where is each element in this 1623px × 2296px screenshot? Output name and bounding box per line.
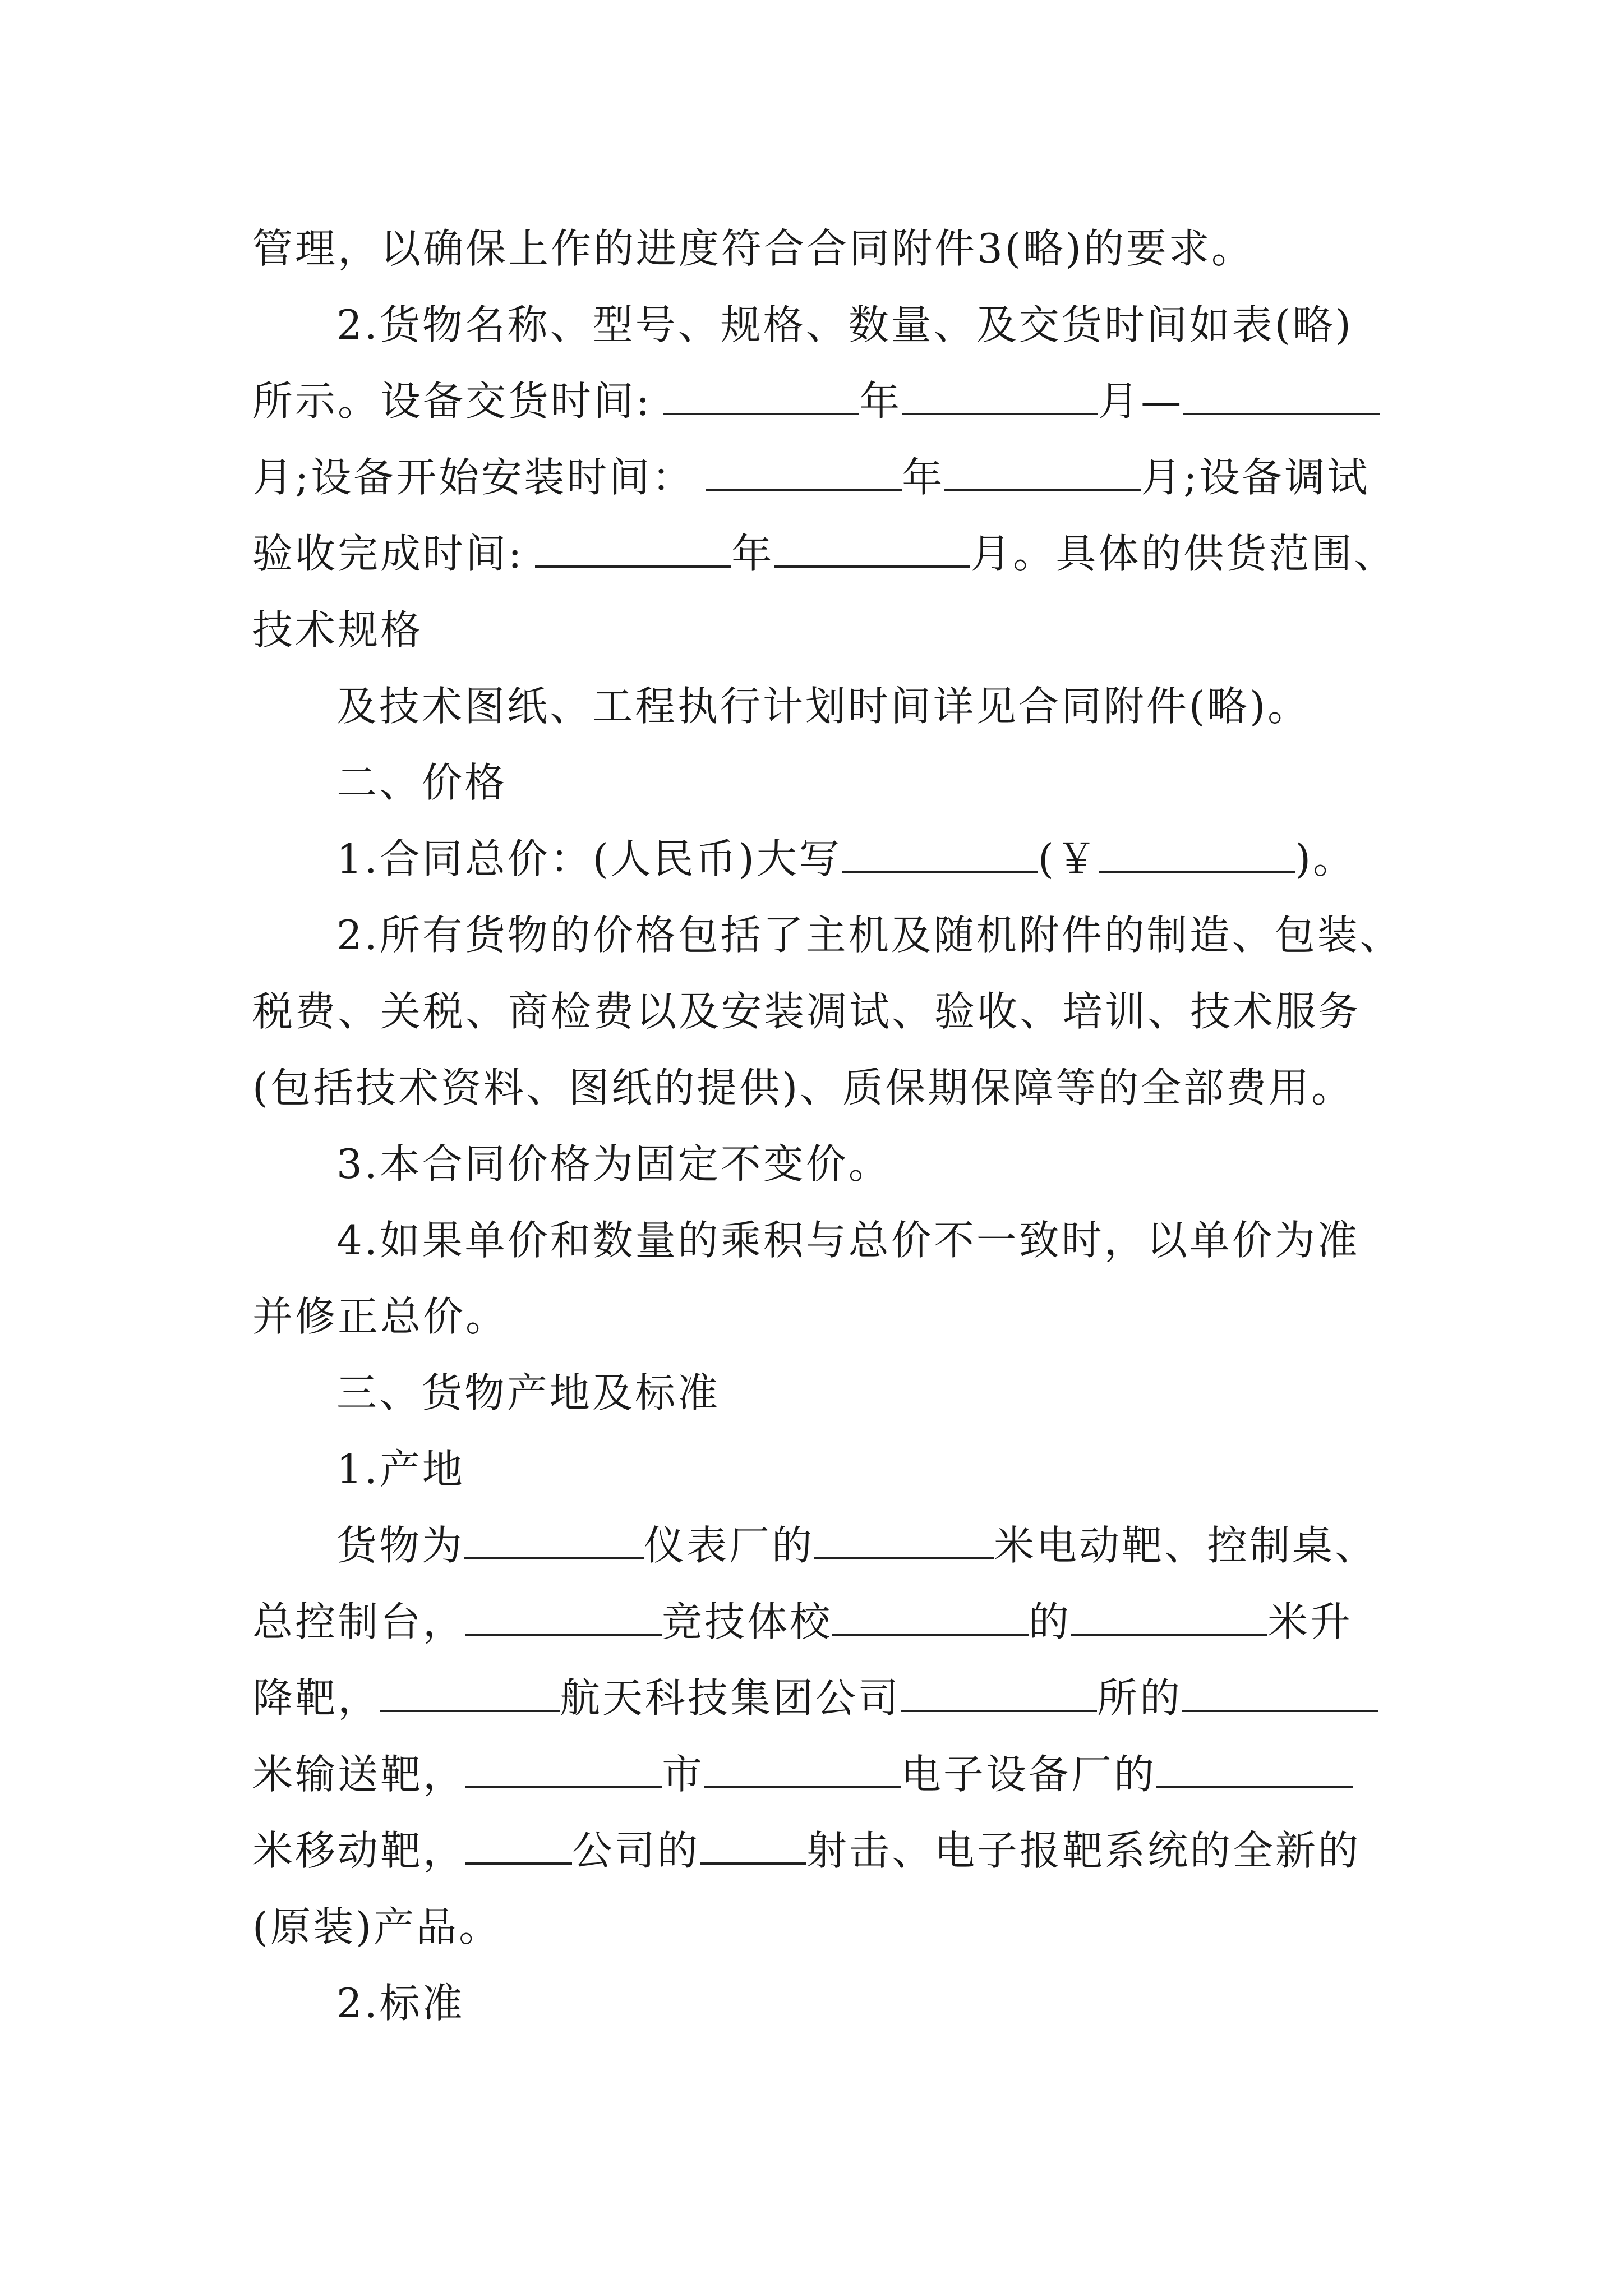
- fill-blank[interactable]: [464, 1521, 644, 1559]
- text-span: )。: [1294, 835, 1356, 882]
- paragraph-line: [252, 363, 1402, 439]
- paragraph-line: [252, 973, 1402, 1050]
- text-span: 货物为: [336, 1522, 465, 1569]
- text-span: 所示。设备交货时间:: [252, 378, 652, 425]
- text-span: 3.本合同价格为固定不变价。: [336, 1140, 891, 1188]
- text-span: 所的: [1097, 1674, 1183, 1722]
- text-span: 仪表厂的: [644, 1522, 815, 1569]
- fill-blank[interactable]: [902, 377, 1098, 415]
- text-span: 航天科技集团公司: [560, 1674, 901, 1722]
- fill-blank[interactable]: [465, 1750, 662, 1788]
- paragraph-line: [252, 287, 1402, 363]
- text-span: 及技术图纸、工程执行计划时间详见合同附件(略)。: [336, 683, 1311, 730]
- text-span: 的: [1029, 1598, 1072, 1645]
- text-span: (￥: [1038, 835, 1099, 882]
- text-span: 管理，以确保上作的进度符合合同附件3(略)的要求。: [252, 225, 1254, 272]
- paragraph-line: [252, 516, 1402, 592]
- fill-blank[interactable]: [774, 530, 970, 568]
- paragraph-line: [252, 1584, 1402, 1660]
- section-heading: [252, 744, 1402, 821]
- text-span: 米电动靶、控制桌、: [994, 1522, 1378, 1569]
- text-span: 4.如果单价和数量的乘积与总价不一致时，以单价为准: [336, 1217, 1360, 1264]
- paragraph-line: [252, 1736, 1402, 1812]
- fill-blank[interactable]: [706, 453, 902, 491]
- paragraph-line: [252, 1202, 1402, 1278]
- text-span: 月;设备开始安装时间：: [252, 454, 695, 501]
- subsection-heading: [252, 1965, 1402, 2041]
- heading-text: 1.产地: [336, 1446, 465, 1493]
- fill-blank[interactable]: [700, 1826, 806, 1865]
- text-span: 竞技体校: [662, 1598, 833, 1645]
- fill-blank[interactable]: [842, 835, 1038, 873]
- fill-blank[interactable]: [814, 1521, 994, 1559]
- fill-blank[interactable]: [901, 1674, 1097, 1712]
- paragraph-line: [252, 897, 1402, 973]
- fill-blank[interactable]: [465, 1826, 572, 1865]
- text-span: 电子设备厂的: [901, 1751, 1157, 1798]
- section-heading: [252, 1355, 1402, 1431]
- text-span: 年: [859, 378, 902, 425]
- text-span: (包括技术资料、图纸的提供)、质保期保障等的全部费用。: [252, 1064, 1354, 1111]
- text-span: 公司的: [572, 1827, 700, 1874]
- text-span: 月。具体的供货范围、: [970, 530, 1397, 577]
- fill-blank[interactable]: [1071, 1598, 1267, 1636]
- heading-text: 2.标准: [336, 1980, 465, 2027]
- text-span: 并修正总价。: [252, 1293, 509, 1340]
- fill-blank[interactable]: [380, 1674, 560, 1712]
- paragraph-line: [252, 1812, 1402, 1889]
- fill-blank[interactable]: [535, 530, 731, 568]
- text-span: 税费、关税、商检费以及安装凋试、验收、培训、技术服务: [252, 988, 1361, 1035]
- fill-blank[interactable]: [704, 1750, 901, 1788]
- paragraph-line: [252, 1278, 1402, 1355]
- paragraph-line: [252, 668, 1402, 744]
- text-span: 射击、电子报靶系统的全新的: [806, 1827, 1361, 1874]
- fill-blank[interactable]: [1182, 1674, 1378, 1712]
- fill-blank[interactable]: [1156, 1750, 1353, 1788]
- text-span: 年: [902, 454, 945, 501]
- heading-text: 二、价格: [336, 759, 508, 806]
- fill-blank[interactable]: [465, 1598, 662, 1636]
- text-span: 米输送靶，: [252, 1751, 466, 1798]
- fill-blank[interactable]: [944, 453, 1141, 491]
- paragraph-line: [252, 210, 1402, 287]
- text-span: 总控制台，: [252, 1598, 466, 1645]
- fill-blank[interactable]: [832, 1598, 1029, 1636]
- document-body: [252, 210, 1402, 2041]
- paragraph-line: [252, 1507, 1402, 1584]
- paragraph-line: [252, 1889, 1402, 1965]
- text-span: 2.货物名称、型号、规格、数量、及交货时间如表(略): [336, 301, 1353, 348]
- paragraph-line: [252, 439, 1402, 516]
- paragraph-line: [252, 1660, 1402, 1736]
- text-span: 技术规格: [252, 606, 423, 654]
- text-span: 降靶，: [252, 1674, 381, 1722]
- text-span: 年: [731, 530, 774, 577]
- paragraph-line: [252, 592, 1402, 668]
- text-span: 2.所有货物的价格包括了主机及随机附件的制造、包装、: [336, 912, 1403, 959]
- fill-blank[interactable]: [1183, 377, 1380, 415]
- heading-text: 三、货物产地及标准: [336, 1369, 721, 1416]
- text-span: 月;设备调试: [1141, 454, 1370, 501]
- text-span: 市: [662, 1751, 705, 1798]
- fill-blank[interactable]: [663, 377, 859, 415]
- text-span: 验收完成时间:: [252, 530, 524, 577]
- text-span: 月—: [1098, 378, 1184, 425]
- paragraph-line: [252, 1126, 1402, 1202]
- text-span: (原装)产品。: [252, 1903, 502, 1950]
- paragraph-line: [252, 821, 1402, 897]
- paragraph-line: [252, 1050, 1402, 1126]
- text-span: 米升: [1267, 1598, 1353, 1645]
- subsection-heading: [252, 1431, 1402, 1507]
- text-span: 1.合同总价：(人民币)大写: [336, 835, 842, 882]
- fill-blank[interactable]: [1099, 835, 1295, 873]
- text-span: 米移动靶，: [252, 1827, 466, 1874]
